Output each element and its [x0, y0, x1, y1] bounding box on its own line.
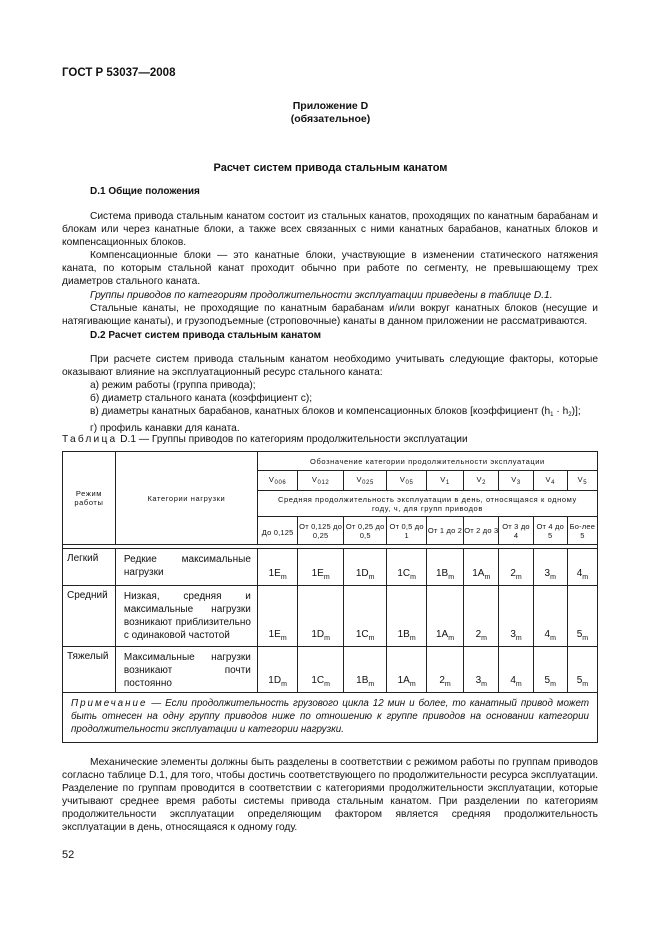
range-cell: До 0,125	[257, 517, 297, 545]
list-item: в) диаметры канатных барабанов, канатных блоков и компенсационных блоков [коэффициент $(h_1 \cdot h_2)$];	[90, 406, 581, 419]
appendix-status: (обязательное)	[290, 113, 371, 125]
value-cell: $1C_m$	[343, 586, 387, 647]
value-cell: $5_m$	[533, 647, 567, 693]
value-cell: $3_m$	[533, 549, 567, 586]
range-cell: От 0,5 до 1	[387, 517, 426, 545]
value-cell: $5_m$	[567, 647, 597, 693]
v-cell: $V_{006}$	[257, 471, 297, 491]
range-cell: От 4 до 5	[533, 517, 567, 545]
value-cell: $1E_m$	[298, 549, 344, 586]
value-cell: $1D_m$	[257, 647, 297, 693]
value-cell: $4_m$	[533, 586, 567, 647]
value-cell: $1E_m$	[257, 586, 297, 647]
table-row	[63, 647, 598, 693]
value-cell: $1B_m$	[426, 549, 463, 586]
value-cell: $1A_m$	[464, 549, 499, 586]
header-mode: Режим работы	[63, 452, 116, 545]
paragraph: Система привода стальным канатом состоит из стальных канатов, проходящих по канатным барабанам и блокам или через канатные блоки, а также всех связанных с ними канатных барабанов, канатных блоков и компенсационных блоков.	[62, 211, 598, 249]
value-cell: $1E_m$	[257, 549, 297, 586]
header-category: Категории нагрузки	[115, 452, 257, 545]
mode-cell: Тяжелый	[63, 647, 116, 693]
paragraph: При расчете систем привода стальным канатом необходимо учитывать следующие факторы, которые оказывают влияние на эксплуатационный ресурс стального каната:	[62, 354, 598, 379]
table-note: Примечание — Если продолжительность грузового цикла 12 мин и более, то канатный привод может быть отнесен на одну группу приводов ниже по отношению к группе приводов на основании категории продолжительности эксплуатации и категории нагрузки.	[63, 693, 598, 743]
paragraph: Стальные канаты, не проходящие по канатным барабанам и/или вокруг канатных блоков (несущие и натягивающие канаты), и грузоподъемные (строповочные) канаты в данном приложении не рассматриваются.	[62, 302, 598, 327]
value-cell: $4_m$	[499, 647, 533, 693]
section-1-heading: D.1 Общие положения	[90, 186, 200, 197]
table-row	[63, 586, 598, 647]
range-cell: От 2 до 3	[464, 517, 499, 545]
v-cell: $V_1$	[426, 471, 463, 491]
value-cell: $2_m$	[464, 586, 499, 647]
value-cell: $5_m$	[567, 586, 597, 647]
range-cell: Бо-лее 5	[567, 517, 597, 545]
value-cell: $2_m$	[499, 549, 533, 586]
v-cell: $V_{05}$	[387, 471, 426, 491]
range-cell: От 0,125 до 0,25	[298, 517, 344, 545]
appendix-heading	[0, 100, 661, 126]
v-cell: $V_3$	[499, 471, 533, 491]
header-group: Обозначение категории продолжительности эксплуатации	[257, 452, 597, 471]
section-2-intro	[62, 353, 598, 379]
value-cell: $1B_m$	[343, 647, 387, 693]
drive-groups-table	[62, 451, 598, 743]
page-number: 52	[62, 849, 75, 861]
category-cell: Максимальные нагрузки возникают почти постоянно	[115, 647, 257, 693]
table-caption: Таблица D.1 — Группы приводов по категориям продолжительности эксплуатации	[62, 434, 468, 445]
value-cell: $1D_m$	[343, 549, 387, 586]
list-item: г) профиль канавки для каната.	[90, 423, 240, 435]
value-cell: $1A_m$	[387, 647, 426, 693]
section-1-body	[62, 210, 598, 328]
paragraph-italic: Группы приводов по категориям продолжительности эксплуатации приведены в таблице D.1.	[90, 289, 553, 301]
header-average-duration: Средняя продолжительность эксплуатации в день, относящаяся к одному году, ч, для групп приводов	[257, 491, 597, 517]
v-cell: $V_2$	[464, 471, 499, 491]
category-cell: Низкая, средняя и максимальные нагрузки возникают приблизительно с одинаковой частотой	[115, 586, 257, 647]
range-cell: От 3 до 4	[499, 517, 533, 545]
main-title: Расчет систем привода стальным канатом	[213, 162, 448, 174]
factor-list	[90, 379, 600, 435]
value-cell: $1C_m$	[387, 549, 426, 586]
v-cell: $V_5$	[567, 471, 597, 491]
range-cell: От 1 до 2	[426, 517, 463, 545]
v-cell: $V_{012}$	[298, 471, 344, 491]
v-cell: $V_{025}$	[343, 471, 387, 491]
closing-paragraph	[62, 756, 598, 835]
paragraph: Механические элементы должны быть разделены в соответствии с режимом работы по группам приводов согласно таблице D.1, для того, чтобы достичь соответствующего по продолжительности ресурса эксплуатации. Разделение по группам проводится в соответствии с категориями продолжительности эксплуатации, которые учитывают среднее время работы системы привода стальным канатом. При разделении по категориям продолжительности эксплуатации определяющим фактором является средняя продолжительность эксплуатации в день, относящаяся к одному году.	[62, 757, 598, 834]
v-cell: $V_4$	[533, 471, 567, 491]
paragraph: Компенсационные блоки — это канатные блоки, участвующие в изменении статического натяжения каната, по которым стальной канат проходит обычно при работе по сегменту, не превышающему трех диаметров стального каната.	[62, 250, 598, 288]
note-row	[63, 693, 598, 743]
value-cell: $1C_m$	[298, 647, 344, 693]
document-code: ГОСТ Р 53037—2008	[62, 67, 176, 79]
value-cell: $2_m$	[426, 647, 463, 693]
list-item: а) режим работы (группа привода);	[90, 380, 256, 391]
mode-cell: Средний	[63, 586, 116, 647]
value-cell: $4_m$	[567, 549, 597, 586]
value-cell: $1D_m$	[298, 586, 344, 647]
appendix-title: Приложение D	[292, 100, 369, 112]
value-cell: $3_m$	[464, 647, 499, 693]
section-2-heading: D.2 Расчет систем привода стальным канатом	[90, 330, 321, 341]
range-cell: От 0,25 до 0,5	[343, 517, 387, 545]
category-cell: Редкие максимальные нагрузки	[115, 549, 257, 586]
list-item: б) диаметр стального каната (коэффициент c);	[90, 393, 313, 405]
table-row	[63, 549, 598, 586]
value-cell: $1A_m$	[426, 586, 463, 647]
value-cell: $3_m$	[499, 586, 533, 647]
value-cell: $1B_m$	[387, 586, 426, 647]
mode-cell: Легкий	[63, 549, 116, 586]
